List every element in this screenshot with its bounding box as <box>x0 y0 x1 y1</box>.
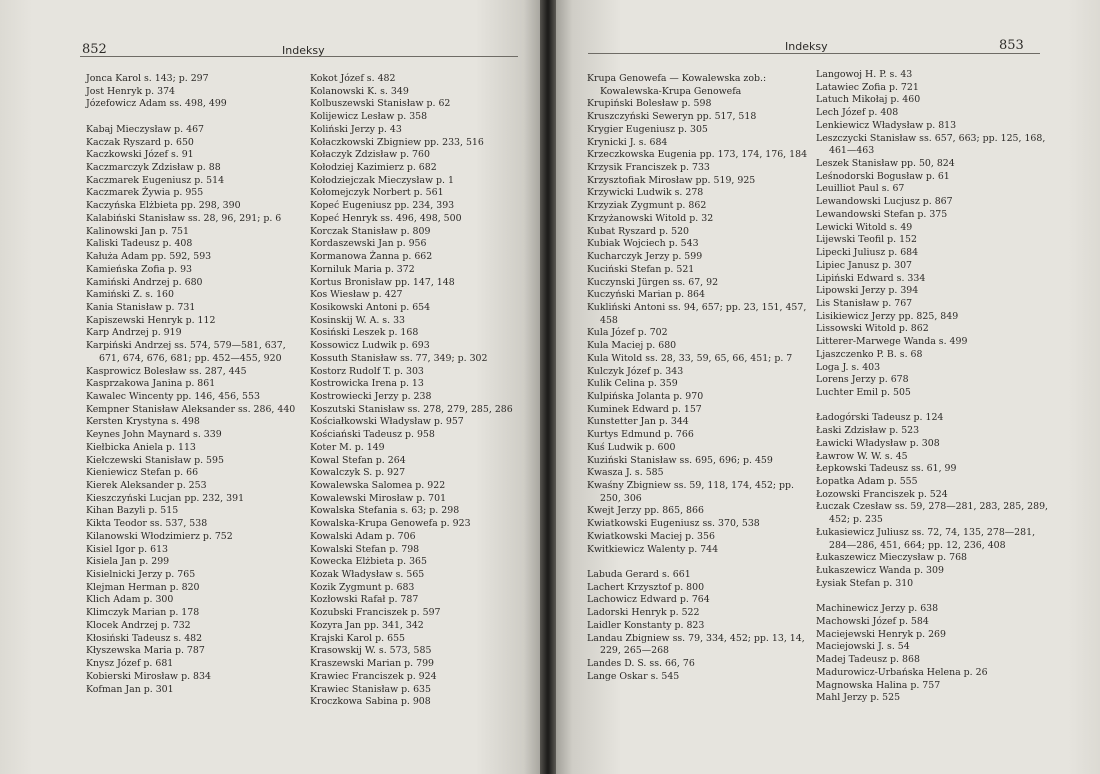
index-entry: Jost Henryk p. 374 <box>86 85 176 97</box>
index-entry: Kiełczewski Stanisław p. 595 <box>86 454 224 466</box>
index-entry: Lange Oskar s. 545 <box>587 670 680 682</box>
index-entry: Krajski Karol p. 655 <box>310 632 406 644</box>
index-entry: Loga J. s. 403 <box>816 361 881 373</box>
index-entry: Kolanowski K. s. 349 <box>310 85 409 97</box>
index-entry: Karp Andrzej p. 919 <box>86 327 182 339</box>
index-entry: Koszutski Stanisław ss. 278, 279, 285, 286 <box>310 403 513 415</box>
page-number: 853 <box>999 38 1024 53</box>
index-entry: Kłyszewska Maria p. 787 <box>86 645 205 657</box>
index-entry: Kamieńska Zofia p. 93 <box>86 263 192 275</box>
index-entry: Jonca Karol s. 143; p. 297 <box>86 73 209 84</box>
index-entry: Kunstetter Jan p. 344 <box>587 416 689 428</box>
index-entry: Kikta Teodor ss. 537, 538 <box>86 518 208 530</box>
index-entry: Kopeć Eugeniusz pp. 234, 393 <box>310 200 455 212</box>
index-entry: Kwitkiewicz Walenty p. 744 <box>587 543 719 555</box>
index-entry: Kozłowski Rafał p. 787 <box>310 594 419 606</box>
index-entry: Kaczak Ryszard p. 650 <box>86 136 194 148</box>
index-entry: Kulpińska Jolanta p. 970 <box>587 390 704 402</box>
index-entry: Lijewski Teofil p. 152 <box>816 234 917 246</box>
book-gutter <box>540 0 556 774</box>
index-entry: Laidler Konstanty p. 823 <box>587 619 705 631</box>
index-entry: Kowalska Stefania s. 63; p. 298 <box>310 505 460 517</box>
index-entry: Klimczyk Marian p. 178 <box>86 607 200 619</box>
index-entry: Kołomejczyk Norbert p. 561 <box>310 187 444 199</box>
index-entry: Kwasza J. s. 585 <box>587 467 664 479</box>
index-entry: Kościałkowski Władysław p. 957 <box>310 416 464 428</box>
index-entry: Kierek Aleksander p. 253 <box>86 480 207 491</box>
index-entry: Kaczmarczyk Zdzisław p. 88 <box>86 162 221 174</box>
index-entry: Łysiak Stefan p. 310 <box>816 577 914 589</box>
index-entry: Kabaj Mieczysław p. 467 <box>86 123 205 135</box>
index-entry: Ljaszczenko P. B. s. 68 <box>816 348 923 360</box>
index-entry: Łukaszewicz Mieczysław p. 768 <box>816 552 968 564</box>
index-entry: Kostrowiecki Jerzy p. 238 <box>310 390 432 402</box>
index-entry: Józefowicz Adam ss. 498, 499 <box>86 98 227 110</box>
index-entry: Lachert Krzysztof p. 800 <box>587 581 705 593</box>
index-entry: Krupiński Bolesław p. 598 <box>587 98 712 110</box>
index-entry: Kasprzakowa Janina p. 861 <box>86 378 216 390</box>
index-entry: Łaski Zdzisław p. 523 <box>816 425 920 437</box>
index-entry: Krzyżanowski Witold p. 32 <box>587 212 714 224</box>
index-entry: Korczak Stanisław p. 809 <box>310 225 431 237</box>
index-entry: Kurtys Edmund p. 766 <box>587 429 694 441</box>
index-entry: Kamiński Z. s. 160 <box>86 289 174 301</box>
index-entry: Lisikiewicz Jerzy pp. 825, 849 <box>816 310 959 322</box>
index-entry: Landau Zbigniew ss. 79, 334, 452; pp. 13, 14, 229, 265—268 <box>587 632 805 657</box>
index-entry: Krzywicki Ludwik s. 278 <box>587 187 704 199</box>
index-entry: Kozak Władysław s. 565 <box>310 569 425 581</box>
index-entry: Kłosiński Tadeusz s. 482 <box>86 632 203 644</box>
index-entry: Kula Maciej p. 680 <box>587 340 677 352</box>
index-entry: Kuminek Edward p. 157 <box>587 403 702 415</box>
index-entry: Krawiec Stanisław p. 635 <box>310 683 431 695</box>
index-entry: Kiełbicka Aniela p. 113 <box>86 441 196 453</box>
index-entry: Knysz Józef p. 681 <box>86 658 174 670</box>
index-entry: Kaczmarek Żywia p. 955 <box>86 187 204 199</box>
index-entry: Kostorz Rudolf T. p. 303 <box>310 365 424 377</box>
index-column <box>86 73 301 696</box>
index-entry: Ławrow W. W. s. 45 <box>816 450 908 462</box>
index-entry: Machinewicz Jerzy p. 638 <box>816 603 939 615</box>
index-entry: Kosikowski Antoni p. 654 <box>310 301 431 313</box>
index-entry: Kula Witold ss. 28, 33, 59, 65, 66, 451; p. 7 <box>587 352 793 364</box>
index-entry: Kisielnicki Jerzy p. 765 <box>86 569 196 581</box>
index-entry: Kozubski Franciszek p. 597 <box>310 607 441 619</box>
index-entry: Kolijewicz Lesław p. 358 <box>310 111 428 123</box>
index-entry: Kucharczyk Jerzy p. 599 <box>587 251 703 263</box>
index-entry: Krzysztofiak Mirosław pp. 519, 925 <box>587 174 756 186</box>
index-column <box>816 69 1050 705</box>
running-title: Indeksy <box>785 40 828 53</box>
index-entry: Krasowskij W. s. 573, 585 <box>310 645 432 657</box>
index-entry: Kasprowicz Bolesław ss. 287, 445 <box>86 365 247 377</box>
index-entry: Lewandowski Lucjusz p. 867 <box>816 196 953 208</box>
index-entry: Kamiński Andrzej p. 680 <box>86 276 203 288</box>
index-entry: Kuczyński Marian p. 864 <box>587 289 705 301</box>
index-entry: Kordaszewski Jan p. 956 <box>310 238 427 250</box>
index-entry: Kołodziejczak Mieczysław p. 1 <box>310 174 454 186</box>
index-entry: Krygier Eugeniusz p. 305 <box>587 123 708 135</box>
index-entry: Ładogórski Tadeusz p. 124 <box>816 412 944 424</box>
index-entry: Krynicki J. s. 684 <box>587 136 668 148</box>
index-entry: Kowalewska Salomea p. 922 <box>310 480 446 491</box>
index-entry: Lewandowski Stefan p. 375 <box>816 208 948 220</box>
index-entry: Kopeć Henryk ss. 496, 498, 500 <box>310 212 462 224</box>
index-entry: Kersten Krystyna s. 498 <box>86 416 200 428</box>
index-entry: Kwiatkowski Maciej p. 356 <box>587 530 715 542</box>
index-entry: Lipowski Jerzy p. 394 <box>816 285 919 297</box>
index-entry: Kaczmarek Eugeniusz p. 514 <box>86 174 225 186</box>
index-entry: Kisiel Igor p. 613 <box>86 543 169 555</box>
index-entry: Karpiński Andrzej ss. 574, 579—581, 637, 671, 674, 676, 681; pp. 452—455, 920 <box>86 340 286 364</box>
index-entry: Kowal Stefan p. 264 <box>310 454 406 466</box>
index-entry: Kwiatkowski Eugeniusz ss. 370, 538 <box>587 518 760 530</box>
index-entry: Łukasiewicz Juliusz ss. 72, 74, 135, 278—281, 284—286, 451, 664; pp. 12, 236, 408 <box>816 526 1036 551</box>
index-entry: Lenkiewicz Władysław p. 813 <box>816 119 957 131</box>
index-entry: Kos Wiesław p. 427 <box>310 289 403 301</box>
index-entry: Łozowski Franciszek p. 524 <box>816 488 948 500</box>
index-entry: Madurowicz-Urbańska Helena p. 26 <box>816 666 988 678</box>
index-entry: Kubiak Wojciech p. 543 <box>587 238 699 250</box>
index-entry: Kołaczkowski Zbigniew pp. 233, 516 <box>310 136 484 148</box>
index-entry: Krupa Genowefa — Kowalewska zob.: Kowalewska-Krupa Genowefa <box>587 73 767 97</box>
index-entry: Kukliński Antoni ss. 94, 657; pp. 23, 151, 457, 458 <box>587 301 807 326</box>
index-entry: Krzeczkowska Eugenia pp. 173, 174, 176, 184 <box>587 149 808 161</box>
index-entry: Kokot Józef s. 482 <box>310 73 396 84</box>
index-entry: Kisiela Jan p. 299 <box>86 556 170 568</box>
running-title: Indeksy <box>282 44 325 57</box>
index-entry: Ławicki Władysław p. 308 <box>816 437 940 449</box>
index-spacer <box>86 111 301 124</box>
index-entry: Kulczyk Józef p. 343 <box>587 365 684 377</box>
index-entry: Kubat Ryszard p. 520 <box>587 225 690 237</box>
index-column <box>310 73 530 709</box>
index-entry: Kormanowa Żanna p. 662 <box>310 251 433 263</box>
index-entry: Kossuth Stanisław ss. 77, 349; p. 302 <box>310 352 488 364</box>
index-entry: Łepkowski Tadeusz ss. 61, 99 <box>816 463 957 475</box>
index-entry: Koter M. p. 149 <box>310 441 385 453</box>
index-entry: Kruszczyński Seweryn pp. 517, 518 <box>587 111 757 123</box>
index-entry: Kawalec Wincenty pp. 146, 456, 553 <box>86 390 260 402</box>
left-page <box>0 0 540 774</box>
index-entry: Kostrowicka Irena p. 13 <box>310 378 424 390</box>
index-entry: Kołaczyk Zdzisław p. 760 <box>310 149 430 161</box>
index-entry: Kalinowski Jan p. 751 <box>86 225 189 237</box>
index-entry: Lis Stanisław p. 767 <box>816 297 913 309</box>
index-entry: Kihan Bazyli p. 515 <box>86 505 179 517</box>
index-entry: Kołodziej Kazimierz p. 682 <box>310 162 437 174</box>
index-entry: Kieniewicz Stefan p. 66 <box>86 467 199 479</box>
index-entry: Kraszewski Marian p. 799 <box>310 658 434 670</box>
index-entry: Kilanowski Włodzimierz p. 752 <box>86 530 233 542</box>
index-entry: Kempner Stanisław Aleksander ss. 286, 440 <box>86 403 296 415</box>
index-entry: Kaczkowski Józef s. 91 <box>86 149 194 161</box>
index-entry: Kolbuszewski Stanisław p. 62 <box>310 98 451 110</box>
index-entry: Lorens Jerzy p. 678 <box>816 374 909 386</box>
index-entry: Ladorski Henryk p. 522 <box>587 607 700 619</box>
index-column <box>587 73 809 684</box>
index-entry: Kaczyńska Elżbieta pp. 298, 390 <box>86 200 241 212</box>
index-entry: Krawiec Franciszek p. 924 <box>310 670 437 682</box>
index-entry: Leszczycki Stanisław ss. 657, 663; pp. 125, 168, 461—463 <box>816 132 1046 157</box>
index-entry: Kobierski Mirosław p. 834 <box>86 670 211 682</box>
index-entry: Kałuża Adam pp. 592, 593 <box>86 251 212 263</box>
index-entry: Kuś Ludwik p. 600 <box>587 441 676 453</box>
index-entry: Machowski Józef p. 584 <box>816 615 929 627</box>
index-entry: Kwaśny Zbigniew ss. 59, 118, 174, 452; pp. 250, 306 <box>587 480 795 504</box>
index-entry: Kuciński Stefan p. 521 <box>587 263 695 275</box>
index-entry: Klich Adam p. 300 <box>86 594 174 606</box>
index-entry: Latuch Mikołaj p. 460 <box>816 94 921 106</box>
right-page <box>556 0 1100 774</box>
index-entry: Langowoj H. P. s. 43 <box>816 69 913 80</box>
index-entry: Koliński Jerzy p. 43 <box>310 123 402 135</box>
index-entry: Kowalewski Mirosław p. 701 <box>310 492 447 504</box>
index-entry: Lissowski Witold p. 862 <box>816 323 929 335</box>
index-entry: Leuilliot Paul s. 67 <box>816 183 905 195</box>
index-spacer <box>816 400 1050 413</box>
index-entry: Kossowicz Ludwik p. 693 <box>310 340 430 352</box>
index-entry: Lech Józef p. 408 <box>816 107 899 119</box>
index-entry: Kozik Zygmunt p. 683 <box>310 581 415 593</box>
index-entry: Leszek Stanisław pp. 50, 824 <box>816 158 955 170</box>
header-rule <box>588 53 1040 54</box>
index-entry: Lipecki Juliusz p. 684 <box>816 247 919 259</box>
index-entry: Krzysik Franciszek p. 733 <box>587 162 710 174</box>
index-entry: Kofman Jan p. 301 <box>86 683 174 695</box>
page-number: 852 <box>82 42 107 57</box>
index-entry: Maciejewski Henryk p. 269 <box>816 628 946 640</box>
index-entry: Kapiszewski Henryk p. 112 <box>86 314 216 326</box>
index-entry: Maciejowski J. s. 54 <box>816 641 910 653</box>
index-entry: Kula Józef p. 702 <box>587 327 668 339</box>
index-entry: Litterer-Marwege Wanda s. 499 <box>816 336 968 348</box>
index-spacer <box>816 590 1050 603</box>
index-entry: Łopatka Adam p. 555 <box>816 476 918 487</box>
index-entry: Mahl Jerzy p. 525 <box>816 692 901 704</box>
index-entry: Kozyra Jan pp. 341, 342 <box>310 619 424 631</box>
header-rule <box>80 56 518 57</box>
index-entry: Latawiec Zofia p. 721 <box>816 81 919 93</box>
index-entry: Kulik Celina p. 359 <box>587 378 678 390</box>
index-entry: Kowalczyk S. p. 927 <box>310 467 406 479</box>
index-entry: Keynes John Maynard s. 339 <box>86 429 222 441</box>
index-entry: Kościański Tadeusz p. 958 <box>310 429 435 441</box>
index-entry: Korniluk Maria p. 372 <box>310 263 415 275</box>
index-entry: Magnowska Halina p. 757 <box>816 679 941 691</box>
index-entry: Landes D. S. ss. 66, 76 <box>587 658 695 670</box>
index-entry: Krzyziak Zygmunt p. 862 <box>587 200 707 212</box>
index-entry: Lipiec Janusz p. 307 <box>816 259 913 271</box>
index-entry: Kuziński Stanisław ss. 695, 696; p. 459 <box>587 454 773 466</box>
index-entry: Kwejt Jerzy pp. 865, 866 <box>587 505 704 517</box>
index-entry: Kowalski Adam p. 706 <box>310 530 416 542</box>
index-entry: Kortus Bronisław pp. 147, 148 <box>310 276 455 288</box>
index-entry: Lipiński Edward s. 334 <box>816 272 926 284</box>
index-entry: Kroczkowa Sabina p. 908 <box>310 696 431 708</box>
index-entry: Kalabiński Stanisław ss. 28, 96, 291; p. 6 <box>86 212 282 224</box>
index-entry: Lewicki Witold s. 49 <box>816 221 913 233</box>
index-entry: Kowecka Elżbieta p. 365 <box>310 556 427 568</box>
index-entry: Kieszczyński Lucjan pp. 232, 391 <box>86 492 245 504</box>
index-entry: Łuczak Czesław ss. 59, 278—281, 283, 285, 289, 452; p. 235 <box>816 501 1049 526</box>
index-entry: Luchter Emil p. 505 <box>816 386 911 398</box>
index-entry: Łukaszewicz Wanda p. 309 <box>816 565 944 577</box>
index-entry: Kosiński Leszek p. 168 <box>310 327 419 339</box>
index-spacer <box>587 556 809 569</box>
index-entry: Lachowicz Edward p. 764 <box>587 594 710 606</box>
index-entry: Labuda Gerard s. 661 <box>587 569 691 581</box>
index-entry: Kosinskij W. A. s. 33 <box>310 314 406 326</box>
index-entry: Kuczynski Jürgen ss. 67, 92 <box>587 276 719 288</box>
index-entry: Madej Tadeusz p. 868 <box>816 654 920 666</box>
index-entry: Klocek Andrzej p. 732 <box>86 619 191 631</box>
index-entry: Kania Stanisław p. 731 <box>86 301 196 313</box>
index-entry: Kowalska-Krupa Genowefa p. 923 <box>310 518 471 530</box>
index-entry: Kowalski Stefan p. 798 <box>310 543 420 555</box>
index-entry: Kaliski Tadeusz p. 408 <box>86 238 193 250</box>
index-entry: Leśnodorski Bogusław p. 61 <box>816 170 950 182</box>
index-entry: Klejman Herman p. 820 <box>86 581 200 593</box>
